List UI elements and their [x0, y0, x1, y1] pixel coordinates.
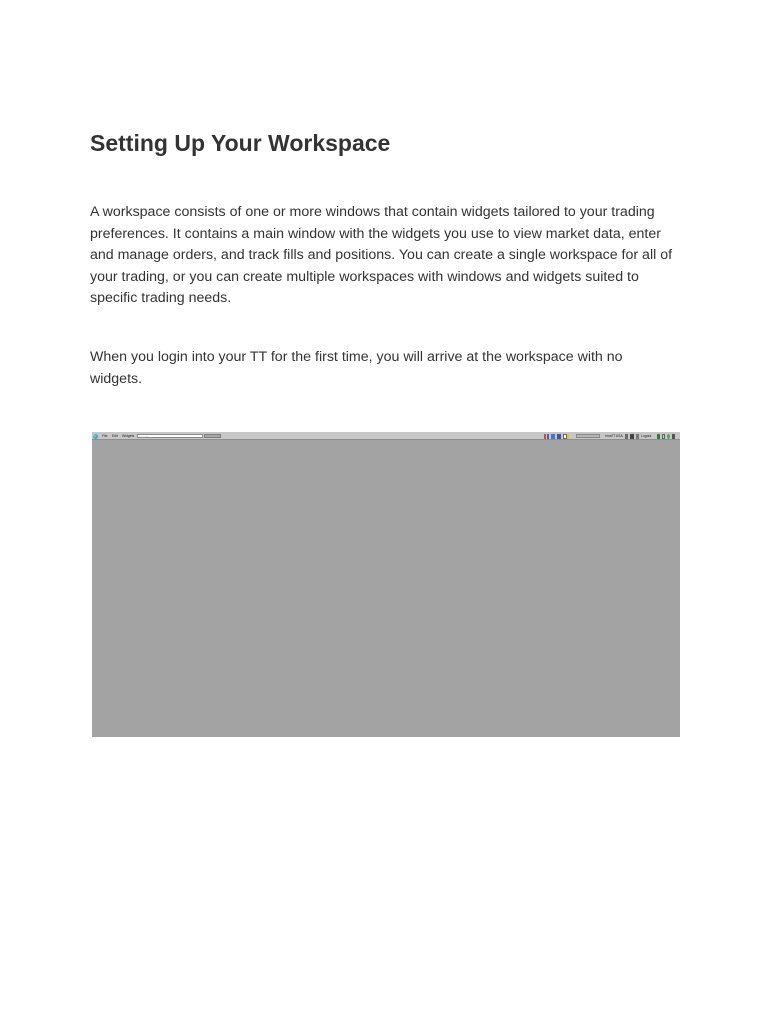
menu-edit: Edit	[112, 434, 118, 438]
first-login-paragraph: When you login into your TT for the first time, you will arrive at the workspace with no widgets.	[90, 349, 623, 387]
status-box	[576, 434, 600, 439]
alert-icon	[567, 434, 569, 439]
workspace-toolbar	[92, 432, 680, 440]
chat-icon	[557, 434, 561, 439]
connection-icon	[657, 434, 660, 439]
flag-icon	[547, 434, 549, 439]
window-icon	[662, 434, 665, 439]
monitor-icon	[630, 434, 634, 439]
status-dot-icon	[667, 434, 670, 439]
search-input: Search	[137, 434, 203, 439]
logout-label: Logout	[641, 434, 652, 438]
lock-icon	[672, 434, 675, 439]
empty-workspace-screenshot	[92, 432, 680, 737]
notification-icon	[551, 434, 555, 439]
settings-icon	[636, 434, 639, 439]
menu-widgets: Widgets	[122, 434, 135, 438]
intro-paragraph: A workspace consists of one or more windows that contain widgets tailored to your trading preferences. It contains a main window with the widgets you use to view market data, enter and manage orders, and track fills and positions. You can create a single workspace for all of your trading, or you can create multiple workspaces with windows and widgets suited to specific trading needs.	[90, 204, 673, 306]
user-label: IrinaTTUSA	[605, 434, 623, 438]
tt-logo-icon	[93, 434, 98, 439]
search-button	[204, 434, 221, 439]
menu-file: File	[102, 434, 108, 438]
page-title: Setting Up Your Workspace	[90, 130, 391, 156]
user-icon	[625, 434, 628, 439]
